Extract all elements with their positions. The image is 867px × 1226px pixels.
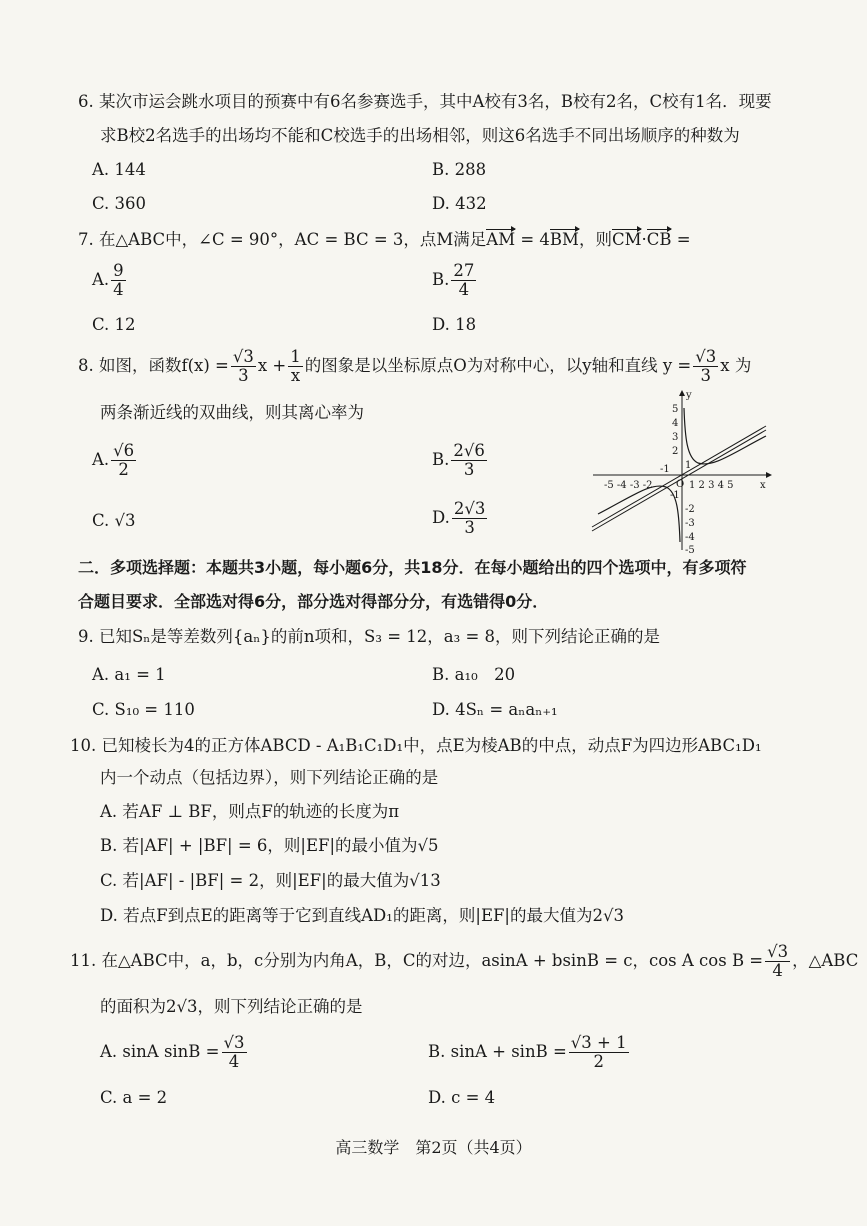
q8-option-a: A. $\frac{√6}{2}$ (92, 441, 135, 479)
q8-option-b: B. $\frac{2√6}{3}$ (432, 441, 485, 479)
hyperbola-branch-right (684, 408, 766, 464)
q9-option-d: D. 4Sₙ = aₙaₙ₊₁ (432, 700, 558, 719)
x-ticks-negative: -5 -4 -3 -2 (604, 480, 653, 491)
section2-heading-line2: 合题目要求．全部选对得6分，部分选对得部分分，有选错得0分． (78, 592, 549, 611)
q8-stem-line2: 两条渐近线的双曲线，则其离心率为 (100, 403, 364, 422)
y-tick: -1 (670, 490, 680, 501)
q6-option-d: D. 432 (432, 194, 487, 213)
q7-option-a: A. $\frac{9}{4}$ (92, 261, 124, 299)
q11-option-c: C. a = 2 (100, 1088, 168, 1107)
y-tick: -3 (685, 518, 695, 529)
vector-am: AM (486, 230, 516, 249)
q9-stem: 9. 已知Sₙ是等差数列{aₙ}的前n项和，S₃ = 12，a₃ = 8，则下列结论正确的是 (78, 627, 661, 646)
q8-stem-line1: 8. 如图，函数f(x) = $\frac{√3}{3}$ x + $\frac{1}{x}$ 的图象是以坐标原点O为对称中心，以y轴和直线 y = $\frac{√3}{3}$ x 为 (78, 347, 752, 385)
q6-option-b: B. 288 (432, 160, 487, 179)
q10-option-a: A. 若AF ⊥ BF，则点F的轨迹的长度为π (100, 802, 400, 821)
q10-stem-line1: 10. 已知棱长为4的正方体ABCD - A₁B₁C₁D₁中，点E为棱AB的中点，动点F为四边形ABC₁D₁ (70, 736, 762, 755)
q11-option-b: B. sinA + sinB = $\frac{√3 + 1}{2}$ (428, 1033, 627, 1071)
asymptote-line (592, 426, 766, 527)
q8-option-c: C. √3 (92, 511, 136, 530)
y-tick: -2 (685, 504, 695, 515)
y-tick: -4 (685, 532, 695, 543)
q7-stem: 7. 在△ABC中，∠C = 90°，AC = BC = 3，点M满足AM = 4BM，则CM·CB = (78, 230, 691, 249)
q7-option-d: D. 18 (432, 315, 477, 334)
vector-bm: BM (549, 230, 579, 249)
q11-stem-line1: 11. 在△ABC中，a，b，c分别为内角A，B，C的对边，asinA + bsinB = c，cos A cos B = $\frac{√3}{4}$ ，△ABC (70, 942, 859, 980)
hyperbola-graph (588, 388, 773, 554)
vector-cb: CB (646, 230, 672, 249)
y-tick: 3 (672, 432, 679, 443)
y-tick: 1 (685, 460, 692, 471)
y-tick: -5 (685, 545, 695, 554)
q9-option-b: B. a₁₀ 20 (432, 665, 516, 684)
q10-option-d: D. 若点F到点E的距离等于它到直线AD₁的距离，则|EF|的最大值为2√3 (100, 906, 625, 925)
q6-stem-line1: 6. 某次市运会跳水项目的预赛中有6名参赛选手，其中A校有3名，B校有2名，C校有1名．现要 (78, 92, 772, 111)
q10-stem-line2: 内一个动点（包括边界），则下列结论正确的是 (100, 768, 439, 787)
vector-cm: CM (611, 230, 642, 249)
graph-x-label: x (760, 480, 766, 491)
page-footer: 高三数学 第2页（共4页） (335, 1138, 532, 1157)
q11-stem-line2: 的面积为2√3，则下列结论正确的是 (100, 997, 363, 1016)
q6-option-c: C. 360 (92, 194, 147, 213)
q8-option-d: D. $\frac{2√3}{3}$ (432, 499, 486, 537)
q7-option-c: C. 12 (92, 315, 136, 334)
section2-heading-line1: 二．多项选择题：本题共3小题，每小题6分，共18分．在每小题给出的四个选项中，有多项符 (78, 558, 747, 577)
q10-option-b: B. 若|AF| + |BF| = 6，则|EF|的最小值为√5 (100, 836, 439, 855)
q6-option-a: A. 144 (92, 160, 146, 179)
x-tick-neg-one: -1 (660, 464, 670, 475)
q7-option-b: B. $\frac{27}{4}$ (432, 261, 475, 299)
hyperbola-branch-left (598, 486, 680, 542)
q6-stem-line2: 求B校2名选手的出场均不能和C校选手的出场相邻，则这6名选手不同出场顺序的种数为 (100, 126, 740, 145)
q9-option-c: C. S₁₀ = 110 (92, 700, 195, 719)
q9-option-a: A. a₁ = 1 (92, 665, 166, 684)
q10-option-c: C. 若|AF| - |BF| = 2，则|EF|的最大值为√13 (100, 871, 441, 890)
graph-origin-label: O (676, 479, 685, 490)
y-tick: 4 (672, 418, 679, 429)
y-tick: 5 (672, 404, 679, 415)
graph-y-label: y (686, 390, 692, 401)
x-ticks-positive: 1 2 3 4 5 (689, 480, 734, 491)
y-tick: 2 (672, 446, 679, 457)
q11-option-a: A. sinA sinB = $\frac{√3}{4}$ (100, 1033, 245, 1071)
q11-option-d: D. c = 4 (428, 1088, 496, 1107)
